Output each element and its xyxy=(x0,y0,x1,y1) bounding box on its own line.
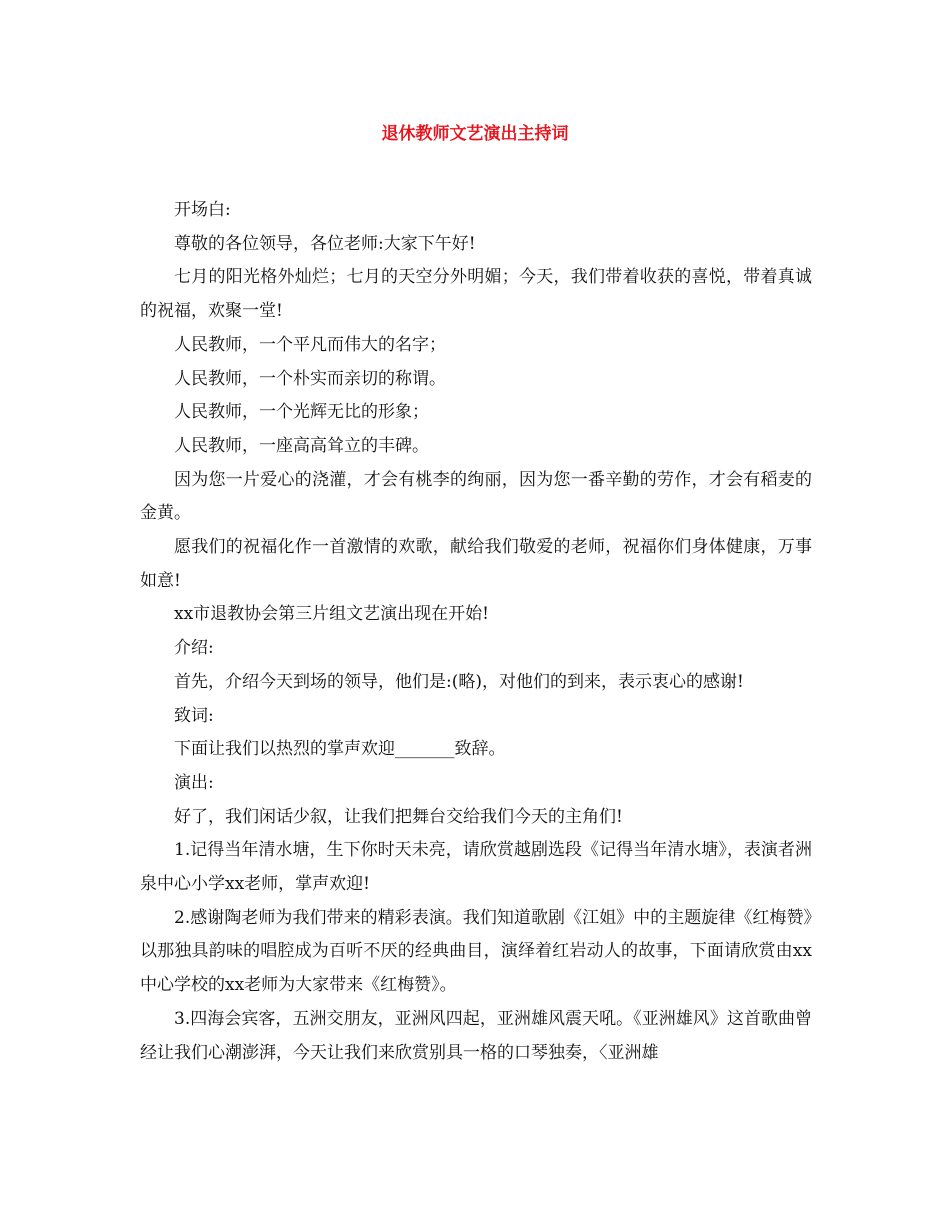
paragraph: 人民教师，一个平凡而伟大的名字； xyxy=(174,334,446,355)
paragraph: 3.四海会宾客，五洲交朋友，亚洲风四起，亚洲雄风震天吼。《亚洲雄风》这首歌曲曾经让我们心潮澎湃，今天让我们来欣赏别具一格的口琴独奏，〈亚洲雄 xyxy=(140,1008,812,1063)
document-title: 退休教师文艺演出主持词 xyxy=(381,124,569,144)
paragraph: 七月的阳光格外灿烂；七月的天空分外明媚；今天，我们带着收获的喜悦，带着真诚的祝福，欢聚一堂! xyxy=(140,267,812,322)
paragraph: 1.记得当年清水塘，生下你时天未亮，请欣赏越剧选段《记得当年清水塘》，表演者洲泉中心小学xx老师，掌声欢迎! xyxy=(140,840,812,895)
paragraph: 人民教师，一个光辉无比的形象； xyxy=(174,402,429,423)
paragraph: 愿我们的祝福化作一首激情的欢歌，献给我们敬爱的老师，祝福你们身体健康，万事如意! xyxy=(140,537,812,591)
document-body xyxy=(140,194,812,1070)
paragraph: 首先，介绍今天到场的领导，他们是:(略)，对他们的到来，表示衷心的感谢! xyxy=(174,671,744,692)
paragraph: xx市退教协会第三片组文艺演出现在开始! xyxy=(174,604,490,625)
paragraph: 人民教师，一个朴实而亲切的称谓。 xyxy=(174,368,446,389)
paragraph: 2.感谢陶老师为我们带来的精彩表演。我们知道歌剧《江姐》中的主题旋律《红梅赞》以那独具韵味的唱腔成为百听不厌的经典曲目，演绎着红岩动人的故事，下面请欣赏由xx中心学校的xx老师为大家带来《红梅赞》。 xyxy=(140,907,812,996)
paragraph: 下面让我们以热烈的掌声欢迎_______致辞。 xyxy=(174,739,506,760)
paragraph: 因为您一片爱心的浇灌，才会有桃李的绚丽，因为您一番辛勤的劳作，才会有稻麦的金黄。 xyxy=(140,469,812,524)
paragraph: 介绍: xyxy=(174,638,214,659)
paragraph: 尊敬的各位领导，各位老师:大家下午好! xyxy=(174,233,476,254)
paragraph: 好了，我们闲话少叙，让我们把舞台交给我们今天的主角们! xyxy=(174,806,623,827)
paragraph: 致词: xyxy=(174,705,214,726)
paragraph: 开场白: xyxy=(174,200,231,220)
paragraph: 人民教师，一座高高耸立的丰碑。 xyxy=(174,435,429,456)
paragraph: 演出: xyxy=(174,772,214,793)
